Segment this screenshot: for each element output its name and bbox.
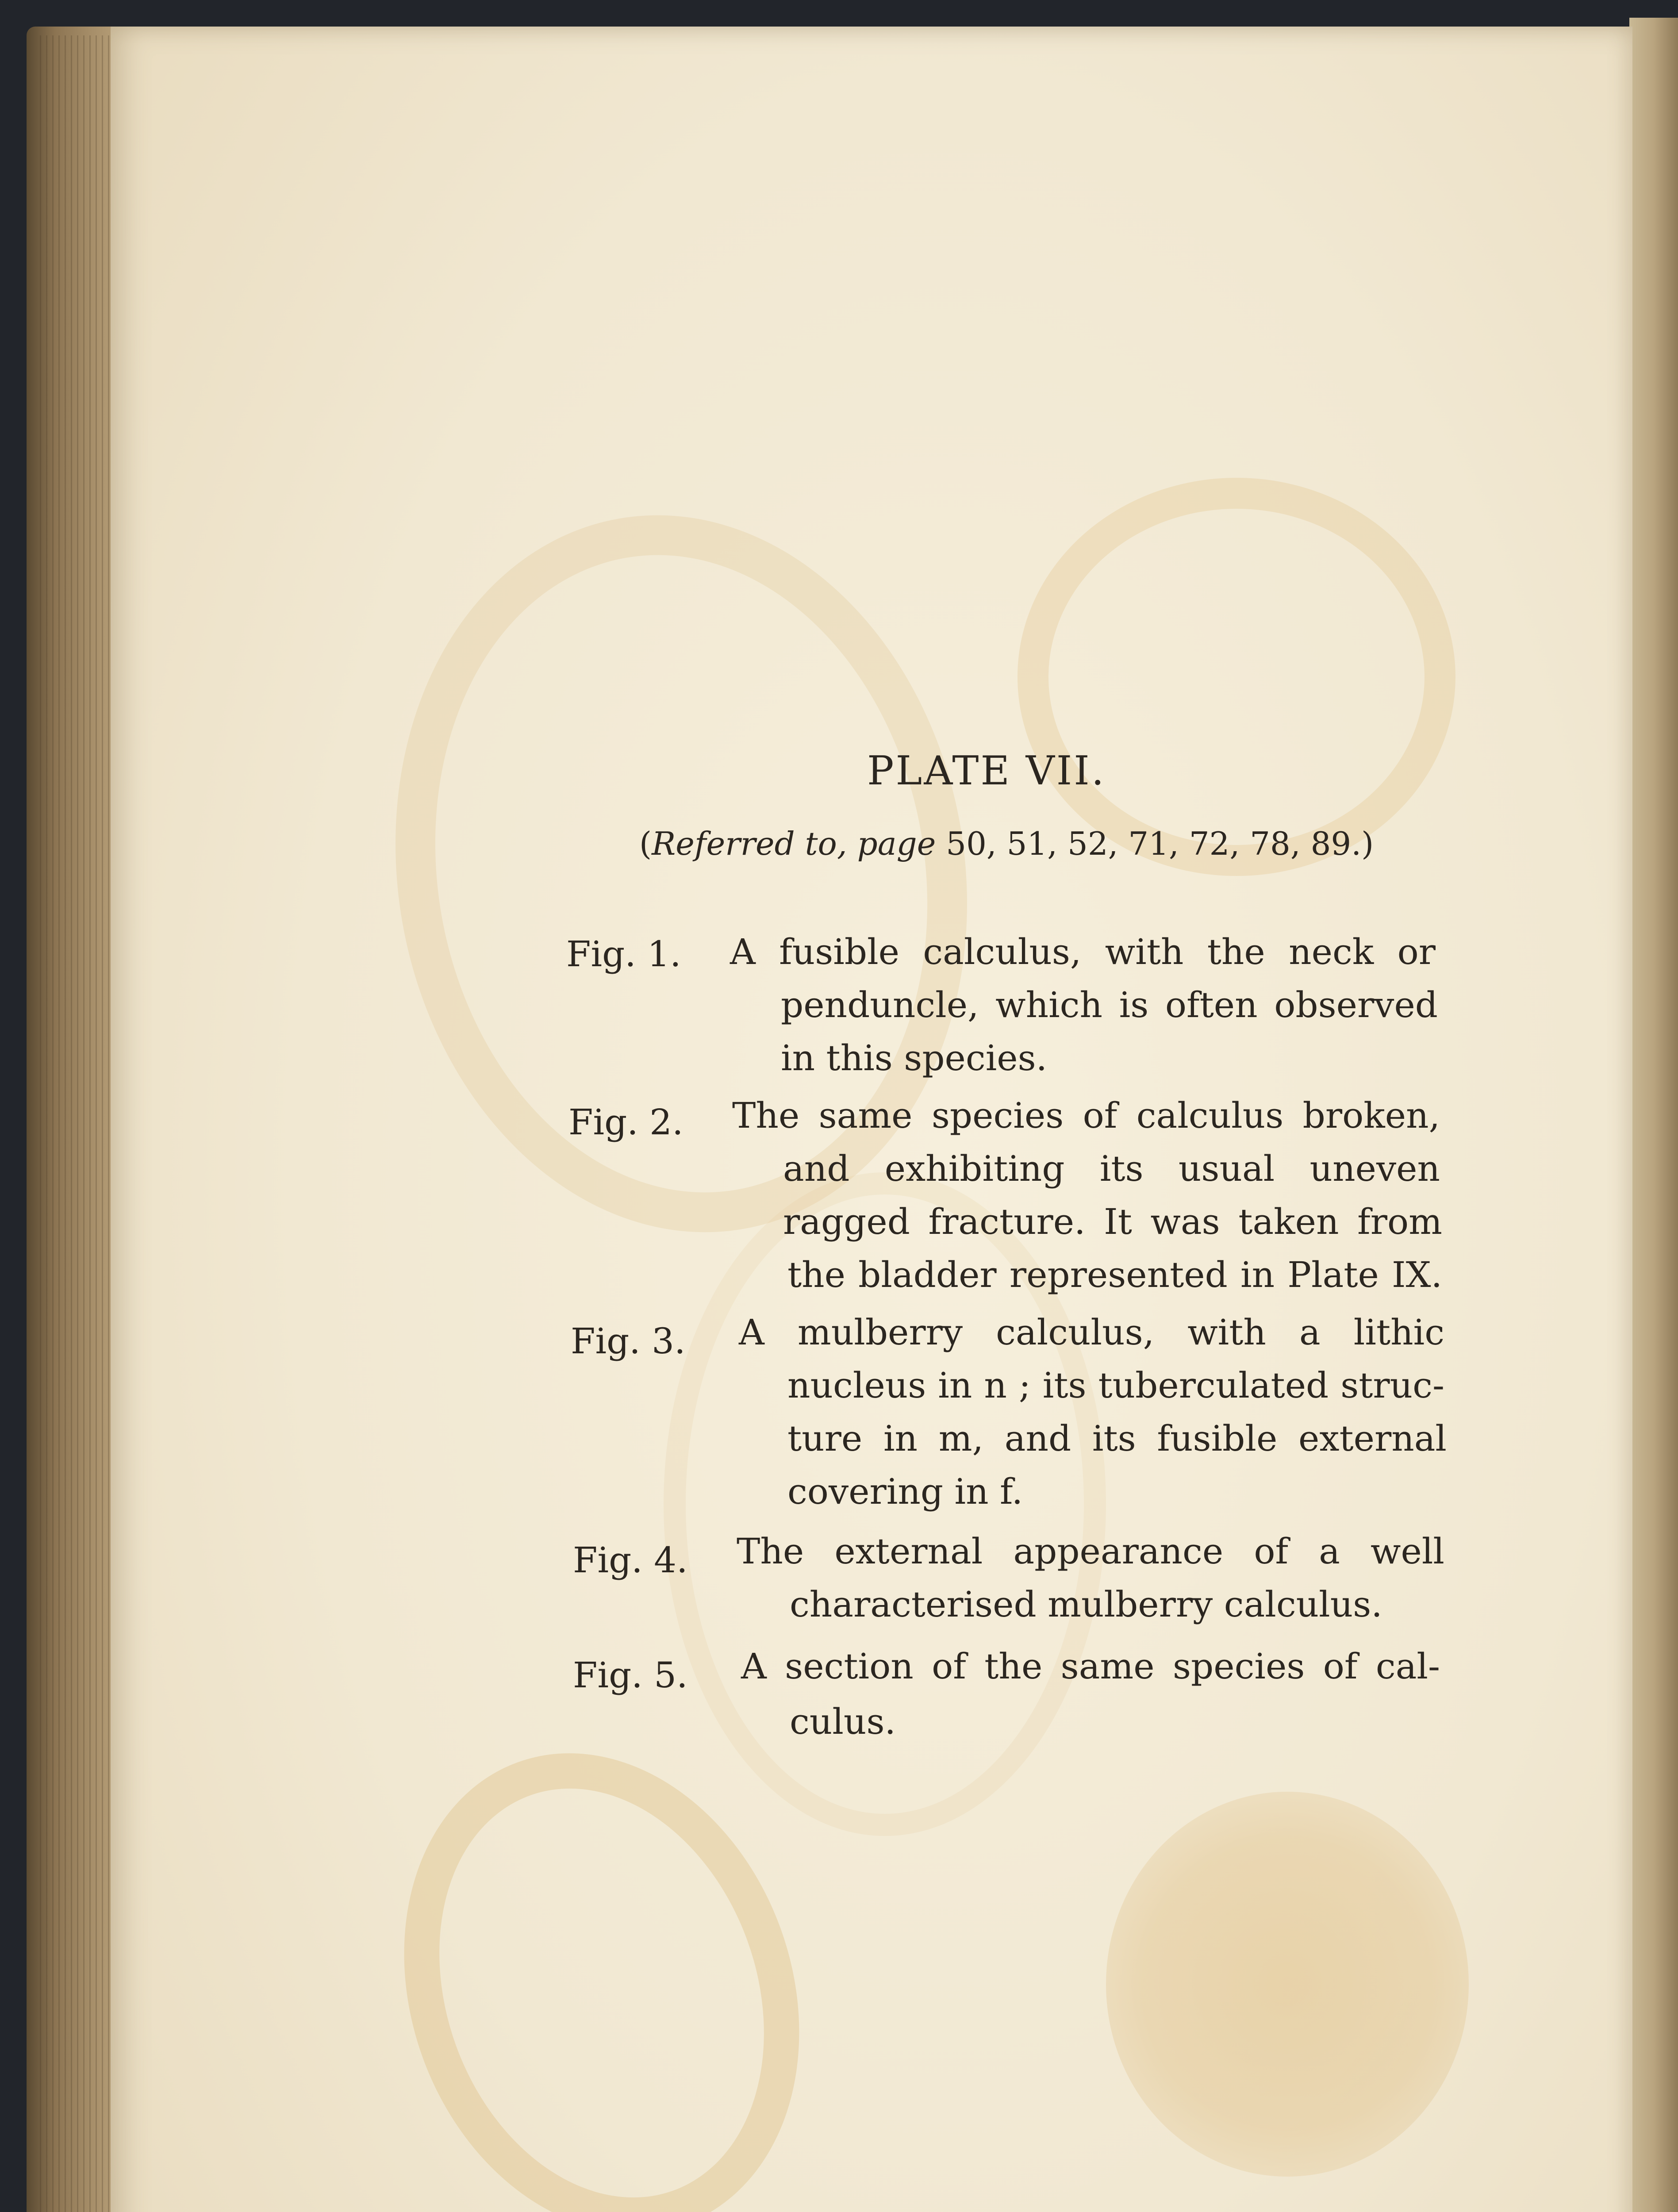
figure-3-line-2: nucleus in n ; its tuberculated struc- [787,1365,1444,1406]
figure-4-label: Fig. 4. [573,1540,688,1581]
figure-3-line-3: ture in m, and its fusible external [787,1418,1447,1459]
figure-1-line-1: A fusible calculus, with the neck or [730,931,1436,972]
figure-2-line-2: and exhibiting its usual uneven [783,1148,1440,1189]
reference-italic-label: Referred to, page [652,825,936,862]
figure-2-label: Fig. 2. [568,1102,683,1143]
figure-5-label: Fig. 5. [573,1655,688,1696]
figure-3-line-1: A mulberry calculus, with a lithic [739,1312,1444,1353]
reference-page-list: 50, 51, 52, 71, 72, 78, 89.) [936,825,1374,862]
plate-title: PLATE VII. [867,748,1106,794]
figure-1-label: Fig. 1. [566,933,681,975]
plate-reference [639,825,1374,862]
reference-open-paren: ( [639,825,652,862]
figure-2-line-4: the bladder represented in Plate IX. [787,1254,1442,1295]
figure-4-line-2: characterised mulberry calculus. [790,1584,1382,1625]
offset-stain [1106,1792,1469,2177]
figure-4-line-1: The external appearance of a well [737,1531,1444,1572]
figure-2-line-1: The same species of calculus broken, [732,1095,1440,1136]
figure-3-label: Fig. 3. [571,1321,686,1362]
figure-3-line-4: covering in f. [787,1471,1023,1512]
figure-1-line-2: penduncle, which is often observed [781,984,1438,1025]
figure-2-line-3: ragged fracture. It was taken from [783,1201,1442,1242]
figure-5-line-1: A section of the same species of cal- [741,1646,1440,1687]
figure-5-line-2: culus. [790,1701,896,1742]
facing-page-edge [1629,18,1678,2212]
offset-stain [1018,478,1455,876]
figure-1-line-3: in this species. [781,1037,1048,1079]
